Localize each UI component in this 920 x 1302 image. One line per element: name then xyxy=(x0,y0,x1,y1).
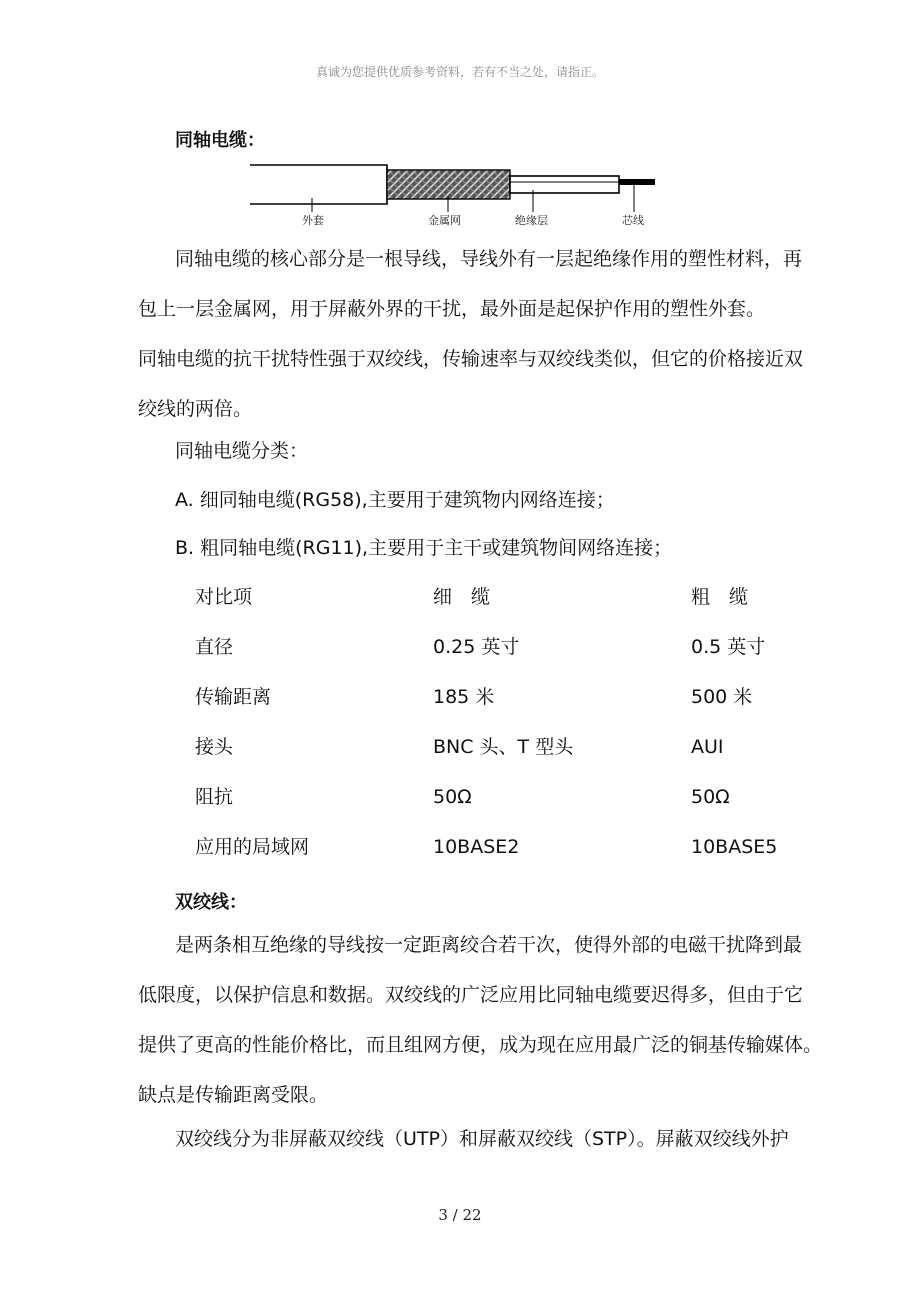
comparison-table xyxy=(0,572,920,872)
header-item: 对比项 xyxy=(195,586,253,608)
table-row: 接头 BNC 头、T 型头 AUI xyxy=(195,736,724,758)
table-row: 直径 0.25 英寸 0.5 英寸 xyxy=(195,636,766,658)
watermark-text: 真诚为您提供优质参考资料，若有不当之处，请指正。 xyxy=(315,65,604,79)
twisted-pair-body: 低限度，以保护信息和数据。双绞线的广泛应用比同轴电缆要迟得多，但由于它 提供了更高的性能价格比，而且组网方便，成为现在应用最广泛的铜基传输媒体。 缺点是传输距离受限。 xyxy=(138,984,823,1106)
table-row: 传输距离 185 米 500 米 xyxy=(195,686,753,708)
label-jacket: 外套 xyxy=(302,214,324,227)
jacket-outline xyxy=(250,165,387,204)
coax-cable-diagram xyxy=(250,160,660,228)
label-insulation: 绝缘层 xyxy=(515,214,548,227)
twisted-pair-line-1: 是两条相互绝缘的导线按一定距离绞合若干次，使得外部的电磁干扰降到最 xyxy=(175,934,803,956)
header-thick: 粗 缆 xyxy=(691,586,749,608)
label-metal-braid: 金属网 xyxy=(428,214,461,227)
twisted-pair-types: 双绞线分为非屏蔽双绞线（UTP）和屏蔽双绞线（STP）。屏蔽双绞线外护 xyxy=(175,1128,789,1150)
table-row: 阻抗 50Ω 50Ω xyxy=(195,786,730,808)
coax-heading: 同轴电缆： xyxy=(175,130,265,151)
insulation-layer xyxy=(510,176,619,193)
coax-intro-line-1: 同轴电缆的核心部分是一根导线，导线外有一层起绝缘作用的塑性材料，再 xyxy=(175,248,803,270)
page-number: 3 / 22 xyxy=(438,1206,482,1224)
core-wire xyxy=(619,179,655,185)
coax-compare-text: 同轴电缆的抗干扰特性强于双绞线，传输速率与双绞线类似，但它的价格接近双 绞线的两倍。 xyxy=(138,348,804,420)
twisted-pair-heading: 双绞线： xyxy=(175,892,247,913)
table-header-row xyxy=(0,572,920,622)
class-a-item: A. 细同轴电缆(RG58),主要用于建筑物内网络连接； xyxy=(175,489,615,511)
class-b-item: B. 粗同轴电缆(RG11),主要用于主干或建筑物间网络连接； xyxy=(175,537,673,559)
coax-intro-line-2: 包上一层金属网，用于屏蔽外界的干扰，最外面是起保护作用的塑性外套。 xyxy=(138,298,766,320)
label-core-wire: 芯线 xyxy=(622,214,644,227)
classification-heading: 同轴电缆分类： xyxy=(175,440,309,462)
metal-braid xyxy=(387,170,510,199)
table-row: 应用的局域网 10BASE2 10BASE5 xyxy=(195,836,778,858)
header-thin: 细 缆 xyxy=(433,586,491,608)
